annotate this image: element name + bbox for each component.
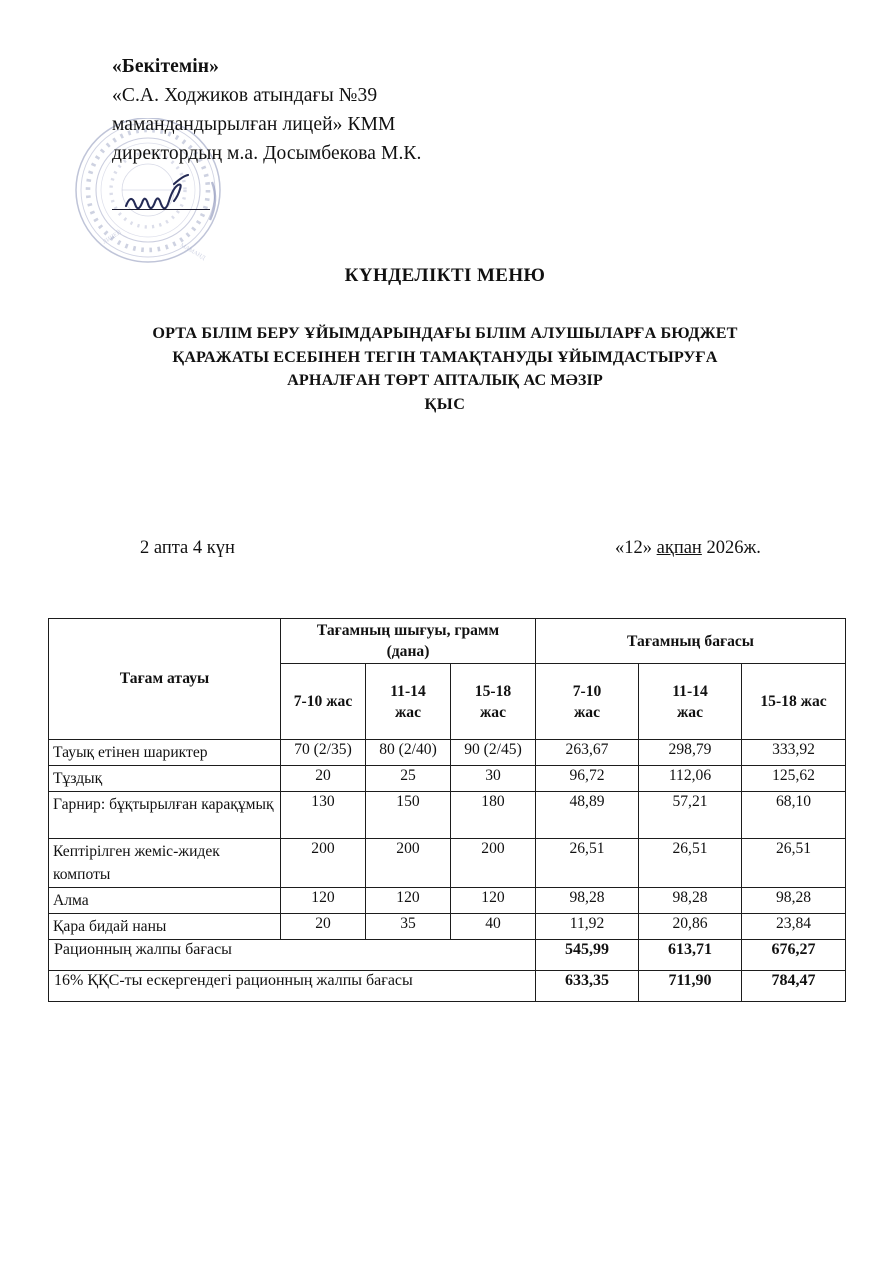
header-age-l1: 11-14: [672, 682, 708, 700]
price-15-18: 26,51: [742, 839, 846, 888]
document-date: [615, 538, 761, 559]
ration-total-vat-row: [49, 971, 846, 1002]
dish-name: Тұздық: [49, 766, 281, 792]
page-title: КҮНДЕЛІКТІ МЕНЮ: [344, 265, 546, 286]
ration-vat-11-14: 711,90: [639, 971, 742, 1002]
table-row: [49, 839, 846, 888]
yield-7-10: 20: [281, 914, 366, 940]
header-age-l1: 15-18 жас: [760, 693, 827, 710]
header-age-l1: 7-10: [572, 682, 602, 700]
yield-15-18: 30: [451, 766, 536, 792]
svg-text:МАМАНД: МАМАНД: [179, 242, 207, 262]
yield-11-14: 35: [366, 914, 451, 940]
header-dish-name: Тағам атауы: [49, 619, 281, 740]
yield-11-14: 25: [366, 766, 451, 792]
approval-line-2: мамандандырылған лицей» КММ: [112, 114, 396, 135]
header-age-yield-11-14: [366, 664, 451, 740]
header-group-price: Тағамның бағасы: [536, 619, 846, 664]
price-7-10: 26,51: [536, 839, 639, 888]
header-age-yield-7-10: [281, 664, 366, 740]
header-age-price-7-10: [536, 664, 639, 740]
signature: [112, 172, 292, 220]
ration-vat-7-10: 633,35: [536, 971, 639, 1002]
yield-15-18: 180: [451, 792, 536, 839]
date-prefix: «12»: [615, 538, 652, 558]
table-header-group-row: [49, 619, 846, 664]
date-month: ақпан: [656, 538, 702, 558]
menu-table: [48, 618, 846, 1002]
dish-name: Алма: [49, 888, 281, 914]
date-suffix: 2026ж.: [706, 538, 761, 558]
price-7-10: 263,67: [536, 740, 639, 766]
svg-text:ЛИЦЕЙ: ЛИЦЕЙ: [101, 229, 123, 246]
menu-table-container: [48, 618, 845, 1002]
yield-15-18: 40: [451, 914, 536, 940]
meta-row: [0, 538, 890, 568]
table-row: [49, 914, 846, 940]
yield-11-14: 150: [366, 792, 451, 839]
price-7-10: 96,72: [536, 766, 639, 792]
dish-name: Кептірілген жеміс-жидек компоты: [49, 839, 281, 888]
price-11-14: 20,86: [639, 914, 742, 940]
program-title-line-2: АРНАЛҒАН ТӨРТ АПТАЛЫҚ АС МӘЗІР: [287, 371, 603, 389]
price-11-14: 57,21: [639, 792, 742, 839]
program-title-line-0: ОРТА БІЛІМ БЕРУ ҰЙЫМДАРЫНДАҒЫ БІЛІМ АЛУШЫЛАРҒА БЮДЖЕТ: [152, 324, 738, 342]
ration-total-7-10: 545,99: [536, 940, 639, 971]
yield-15-18: 200: [451, 839, 536, 888]
price-15-18: 333,92: [742, 740, 846, 766]
header-age-price-15-18: [742, 664, 846, 740]
ration-total-label: Рационның жалпы бағасы: [49, 940, 536, 971]
program-title: [0, 322, 890, 416]
header-age-l2: жас: [676, 703, 704, 721]
price-7-10: 98,28: [536, 888, 639, 914]
yield-7-10: 70 (2/35): [281, 740, 366, 766]
yield-15-18: 120: [451, 888, 536, 914]
table-row: [49, 740, 846, 766]
header-age-l2: жас: [573, 703, 601, 721]
header-group-yield-line2: (дана): [386, 643, 430, 660]
yield-11-14: 200: [366, 839, 451, 888]
yield-7-10: 120: [281, 888, 366, 914]
ration-total-11-14: 613,71: [639, 940, 742, 971]
dish-name: Гарнир: бұқтырылған карақұмық: [49, 792, 281, 839]
ration-total-vat-label: 16% ҚҚС-ты ескергендегі рационның жалпы бағасы: [49, 971, 536, 1002]
yield-7-10: 20: [281, 766, 366, 792]
price-11-14: 298,79: [639, 740, 742, 766]
season-label: ҚЫС: [424, 394, 466, 413]
header-age-l2: жас: [394, 703, 422, 721]
ration-vat-15-18: 784,47: [742, 971, 846, 1002]
price-7-10: 48,89: [536, 792, 639, 839]
price-7-10: 11,92: [536, 914, 639, 940]
ration-total-15-18: 676,27: [742, 940, 846, 971]
price-15-18: 23,84: [742, 914, 846, 940]
price-15-18: 68,10: [742, 792, 846, 839]
header-age-l1: 15-18: [474, 682, 512, 700]
approval-line-0: «Бекітемін»: [112, 56, 219, 77]
approval-line-1: «С.А. Ходжиков атындағы №39: [112, 85, 378, 106]
yield-11-14: 80 (2/40): [366, 740, 451, 766]
header-age-l2: жас: [479, 703, 507, 721]
approval-line-3: директордың м.а. Досымбекова М.К.: [112, 143, 422, 164]
header-age-price-11-14: [639, 664, 742, 740]
yield-11-14: 120: [366, 888, 451, 914]
table-row: [49, 888, 846, 914]
yield-15-18: 90 (2/45): [451, 740, 536, 766]
header-age-l1: 7-10 жас: [293, 693, 353, 710]
table-row: [49, 766, 846, 792]
price-15-18: 125,62: [742, 766, 846, 792]
dish-name: Қара бидай наны: [49, 914, 281, 940]
price-11-14: 26,51: [639, 839, 742, 888]
ration-total-row: [49, 940, 846, 971]
header-group-yield-line1: Тағамның шығуы, грамм: [316, 622, 500, 639]
price-15-18: 98,28: [742, 888, 846, 914]
price-11-14: 98,28: [639, 888, 742, 914]
yield-7-10: 130: [281, 792, 366, 839]
program-title-line-1: ҚАРАЖАТЫ ЕСЕБІНЕН ТЕГІН ТАМАҚТАНУДЫ ҰЙЫМДАСТЫРУҒА: [172, 347, 718, 366]
dish-name: Тауық етінен шариктер: [49, 740, 281, 766]
approval-block: [112, 52, 632, 168]
signature-underline: [112, 209, 210, 210]
price-11-14: 112,06: [639, 766, 742, 792]
week-day-label: 2 апта 4 күн: [140, 538, 235, 558]
table-row: [49, 792, 846, 839]
header-group-yield: [281, 619, 536, 664]
header-age-l1: 11-14: [390, 682, 426, 700]
yield-7-10: 200: [281, 839, 366, 888]
header-age-yield-15-18: [451, 664, 536, 740]
